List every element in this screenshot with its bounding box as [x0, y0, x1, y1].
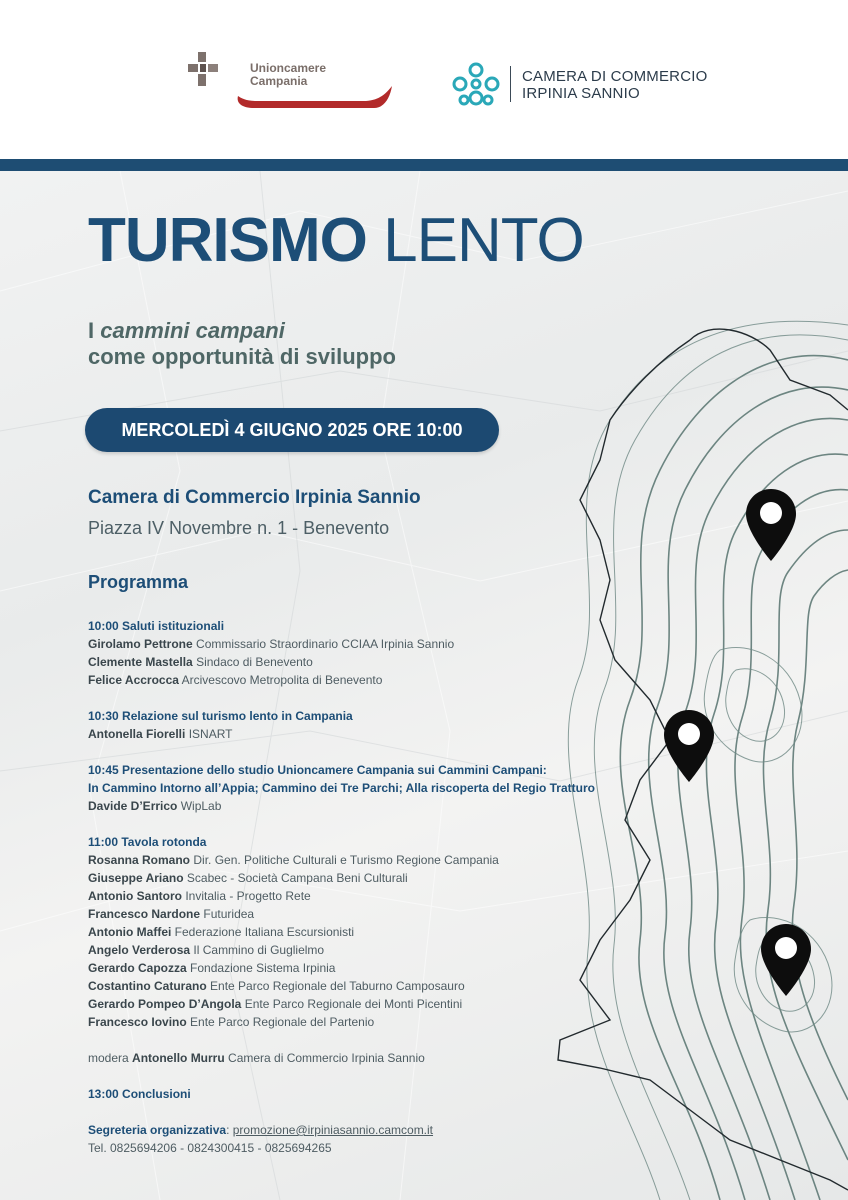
speaker-role: Futuridea — [203, 907, 255, 921]
speaker-name: Gerardo Capozza — [88, 961, 187, 975]
camera-commercio-name-line1: CAMERA DI COMMERCIO — [522, 68, 708, 85]
session-title: 10:45 Presentazione dello studio Unioncamere Campania sui Cammini Campani: — [88, 763, 547, 777]
speaker-name: Antonella Fiorelli — [88, 727, 186, 741]
speaker-line — [88, 797, 658, 815]
camera-commercio-logo — [448, 58, 718, 114]
secretariat-email-link[interactable]: promozione@irpiniasannio.camcom.it — [232, 1123, 434, 1137]
speaker-line — [88, 995, 658, 1013]
speaker-line — [88, 959, 658, 977]
speaker-name: Costantino Caturano — [88, 979, 207, 993]
unioncamere-name-line2: Campania — [250, 74, 308, 88]
speaker-role: Federazione Italiana Escursionisti — [174, 925, 355, 939]
speaker-role: Sindaco di Benevento — [196, 655, 313, 669]
logo-divider — [510, 66, 511, 102]
speaker-role: Fondazione Sistema Irpinia — [190, 961, 336, 975]
program-session — [88, 761, 658, 815]
speaker-role: ISNART — [188, 727, 233, 741]
speaker-line — [88, 725, 658, 743]
speaker-role: Commissario Straordinario CCIAA Irpinia Sannio — [196, 637, 455, 651]
speaker-name: Girolamo Pettrone — [88, 637, 193, 651]
speaker-line — [88, 887, 658, 905]
header-rule — [0, 159, 848, 171]
subtitle — [88, 318, 396, 370]
speaker-role: Arcivescovo Metropolita di Benevento — [181, 673, 383, 687]
speaker-name: Giuseppe Ariano — [88, 871, 184, 885]
speaker-line — [88, 653, 658, 671]
speaker-role: Dir. Gen. Politiche Culturali e Turismo Regione Campania — [193, 853, 499, 867]
speaker-role: Ente Parco Regionale del Taburno Camposauro — [210, 979, 465, 993]
header — [0, 0, 848, 160]
speaker-line — [88, 1013, 658, 1031]
session-title: 13:00 Conclusioni — [88, 1087, 191, 1101]
moderator-prefix: modera — [88, 1051, 129, 1065]
moderator-line — [88, 1049, 658, 1067]
speaker-line — [88, 635, 658, 653]
speaker-role: Il Cammino di Guglielmo — [193, 943, 325, 957]
secretariat-phones: Tel. 0825694206 - 0824300415 - 0825694265 — [88, 1141, 332, 1155]
secretariat-separator: : — [226, 1123, 230, 1137]
subtitle-line1 — [88, 318, 396, 344]
speaker-name: Gerardo Pompeo D’Angola — [88, 997, 242, 1011]
secretariat-contact — [88, 1121, 658, 1139]
session-title: 10:30 Relazione sul turismo lento in Campania — [88, 709, 353, 723]
subtitle-prefix: I — [88, 318, 101, 343]
speaker-line — [88, 869, 658, 887]
speaker-line — [88, 671, 658, 689]
subtitle-line2: come opportunità di sviluppo — [88, 344, 396, 369]
program-session — [88, 833, 658, 1031]
program-list — [88, 617, 658, 1175]
speaker-line — [88, 923, 658, 941]
map-pin-icon — [663, 709, 715, 783]
speaker-name: Clemente Mastella — [88, 655, 193, 669]
program-session — [88, 707, 658, 743]
session-title-continued: In Cammino Intorno all’Appia; Cammino dei Tre Parchi; Alla riscoperta del Regio Tratturo — [88, 781, 595, 795]
title-light: LENTO — [383, 206, 584, 275]
moderator-name: Antonello Murru — [132, 1051, 225, 1065]
title-bold: TURISMO — [88, 206, 367, 275]
unioncamere-logo — [184, 48, 399, 118]
page-title — [88, 205, 584, 277]
venue-name: Camera di Commercio Irpinia Sannio — [88, 487, 421, 508]
camera-commercio-name — [522, 68, 707, 102]
speaker-name: Antonio Maffei — [88, 925, 172, 939]
speaker-name: Antonio Santoro — [88, 889, 182, 903]
speaker-name: Francesco Nardone — [88, 907, 201, 921]
speaker-name: Felice Accrocca — [88, 673, 179, 687]
venue-address: Piazza IV Novembre n. 1 - Benevento — [88, 518, 390, 538]
secretariat-label: Segreteria organizzativa — [88, 1123, 227, 1137]
camera-commercio-name-line2: IRPINIA SANNIO — [522, 85, 640, 102]
speaker-role: WipLab — [180, 799, 222, 813]
speaker-role: Invitalia - Progetto Rete — [185, 889, 311, 903]
speaker-role: Scabec - Società Campana Beni Culturali — [186, 871, 408, 885]
unioncamere-name — [250, 62, 326, 88]
session-title: 11:00 Tavola rotonda — [88, 835, 207, 849]
subtitle-italic: cammini campani — [100, 318, 285, 343]
speaker-line — [88, 905, 658, 923]
program-heading: Programma — [88, 572, 189, 592]
speaker-line — [88, 851, 658, 869]
moderator-text — [88, 1049, 658, 1067]
speaker-line — [88, 977, 658, 995]
unioncamere-name-line1: Unioncamere — [250, 61, 327, 75]
speaker-role: Ente Parco Regionale del Partenio — [190, 1015, 375, 1029]
map-pin-icon — [745, 488, 797, 562]
session-title: 10:00 Saluti istituzionali — [88, 619, 225, 633]
moderator-role: Camera di Commercio Irpinia Sannio — [228, 1051, 425, 1065]
camera-commercio-emblem-icon — [448, 58, 504, 114]
speaker-name: Francesco Iovino — [88, 1015, 187, 1029]
event-date-badge: MERCOLEDÌ 4 GIUGNO 2025 ORE 10:00 — [85, 408, 499, 452]
program-session — [88, 617, 658, 689]
map-pin-icon — [760, 923, 812, 997]
speaker-name: Angelo Verderosa — [88, 943, 191, 957]
speaker-name: Rosanna Romano — [88, 853, 191, 867]
speaker-name: Davide D’Errico — [88, 799, 178, 813]
speaker-line — [88, 941, 658, 959]
secretariat-info — [88, 1121, 658, 1157]
speaker-role: Ente Parco Regionale dei Monti Picentini — [244, 997, 463, 1011]
program-session — [88, 1085, 658, 1103]
